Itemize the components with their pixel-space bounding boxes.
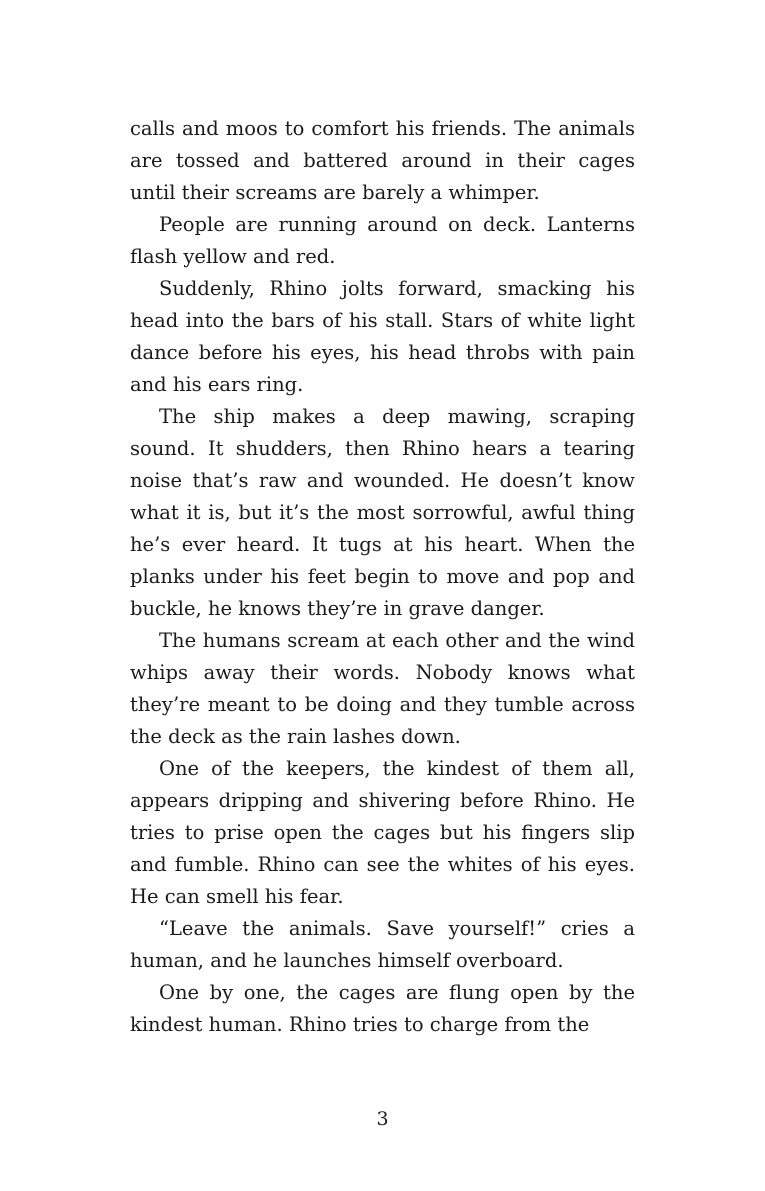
paragraph-1: calls and moos to comfort his friends. The animals are tossed and battered around in their cages until their screams are barely a whimper.: [130, 117, 635, 204]
paragraph-7: “Leave the animals. Save yourself!” cries a human, and he launches himself overboard.: [130, 917, 635, 972]
paragraph-4: The ship makes a deep mawing, scraping sound. It shudders, then Rhino hears a tearing noise that’s raw and wounded. He doesn’t know what it is, but it’s the most sorrowful, awful thing he’s ever heard. It tugs at his heart. When the planks under his feet begin to move and pop and buckle, he knows they’re in grave danger.: [130, 405, 635, 620]
paragraph-8: One by one, the cages are flung open by the kindest human. Rhino tries to charge from the: [130, 981, 635, 1036]
paragraph-6: One of the keepers, the kindest of them all, appears dripping and shivering before Rhino. He tries to prise open the cages but his fingers slip and fumble. Rhino can see the whites of his eyes. He can smell his fear.: [130, 757, 635, 908]
paragraph-5: The humans scream at each other and the wind whips away their words. Nobody knows what they’re meant to be doing and they tumble across the deck as the rain lashes down.: [130, 629, 635, 748]
paragraph-2: People are running around on deck. Lanterns flash yellow and red.: [130, 213, 635, 268]
page-number: 3: [376, 1108, 389, 1130]
paragraph-3: Suddenly, Rhino jolts forward, smacking his head into the bars of his stall. Stars of white light dance before his eyes, his head throbs with pain and his ears ring.: [130, 277, 635, 396]
page-body: [130, 113, 635, 1041]
